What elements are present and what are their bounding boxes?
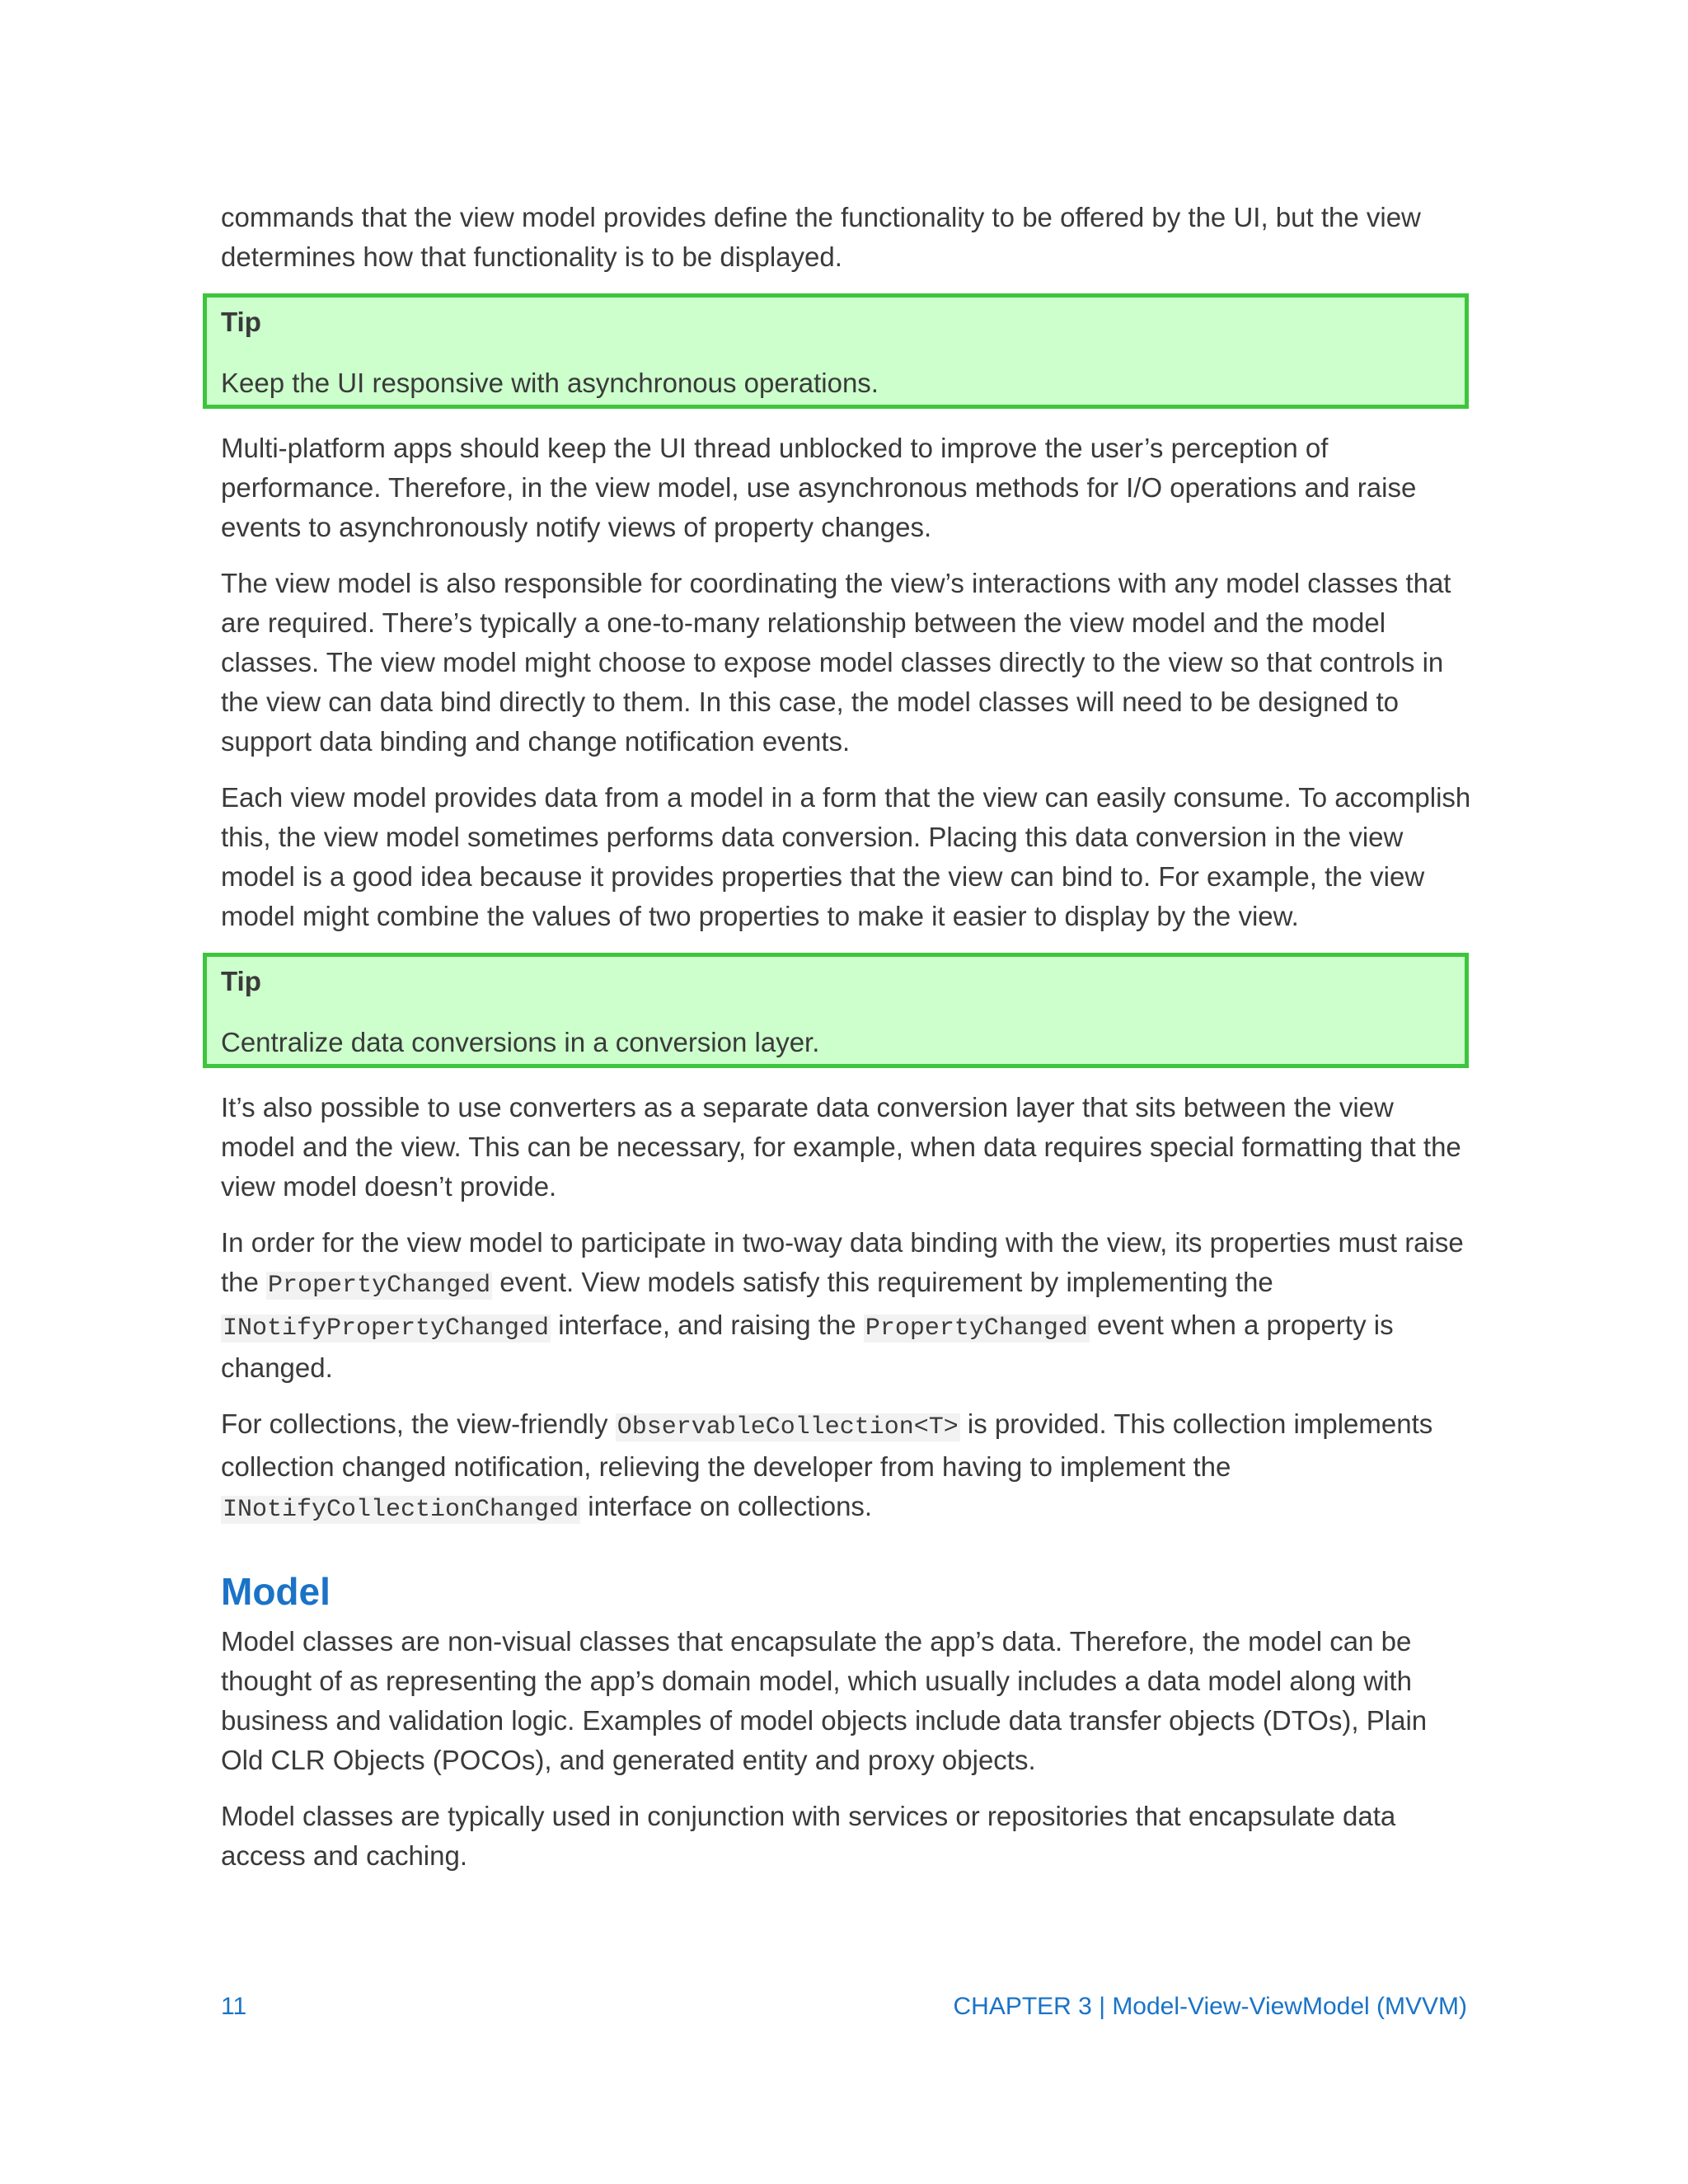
text-run: event. View models satisfy this requirement by implementing the [492,1267,1273,1297]
text-run: interface on collections. [580,1491,873,1521]
page-number: 11 [221,1993,247,2020]
text-run: is provided. This collection implements collection changed notification, relieving the developer from having to implement the [221,1408,1433,1482]
tip-box-conversion [203,953,1469,1068]
inline-code: PropertyChanged [865,1315,1088,1343]
tip-text: Centralize data conversions in a conversion layer. [221,1027,820,1057]
tip-text: Keep the UI responsive with asynchronous operations. [221,368,879,398]
page-content [221,198,1474,1892]
intro-paragraph: commands that the view model provides define the functionality to be offered by the UI, but the view determines how that functionality is to be displayed. [221,202,1421,272]
section-heading-model: Model [221,1570,331,1613]
tip-box-async [203,293,1469,409]
text-run: For collections, the view-friendly [221,1408,616,1439]
body-paragraph: Model classes are non-visual classes that encapsulate the app’s data. Therefore, the model can be thought of as representing the app’s domain model, which usually includes a data model along with business and validation logic. Examples of model objects include data transfer objects (DTOs), Plain Old CLR Objects (POCOs), and generated entity and proxy objects. [221,1626,1428,1775]
body-paragraph: The view model is also responsible for coordinating the view’s interactions with any model classes that are required. There’s typically a one-to-many relationship between the view model and the model classes. The view model might choose to expose model classes directly to the view so that controls in the view can data bind directly to them. In this case, the model classes will need to be designed to support data binding and change notification events. [221,568,1451,757]
inline-code: PropertyChanged [268,1272,491,1300]
body-paragraph: It’s also possible to use converters as a separate data conversion layer that sits between the view model and the view. This can be necessary, for example, when data requires special formatting that the view model doesn’t provide. [221,1092,1461,1202]
inline-code: ObservableCollection<T> [617,1413,959,1441]
inline-code: INotifyCollectionChanged [223,1496,579,1524]
body-paragraph: Each view model provides data from a model in a form that the view can easily consume. To accomplish this, the view model sometimes performs data conversion. Placing this data conversion in the view model is a good idea because it provides properties that the view can bind to. For example, the view model might combine the values of two properties to make it easier to display by the view. [221,782,1471,931]
chapter-footer: CHAPTER 3 | Model-View-ViewModel (MVVM) [953,1993,1467,2020]
tip-label: Tip [221,966,261,996]
binding-paragraph [221,1223,1474,1388]
tip-label: Tip [221,307,261,337]
text-run: event when a property is changed. [221,1310,1394,1383]
body-paragraph: Multi-platform apps should keep the UI thread unblocked to improve the user’s perception of performance. Therefore, in the view model, use asynchronous methods for I/O operations and raise events to asynchronously notify views of property changes. [221,433,1417,542]
text-run: In order for the view model to participate in two-way data binding with the view, its properties must raise the [221,1227,1464,1297]
text-run: interface, and raising the [551,1310,864,1340]
body-paragraph: Model classes are typically used in conjunction with services or repositories that encapsulate data access and caching. [221,1801,1396,1871]
collections-paragraph [221,1404,1474,1530]
inline-code: INotifyPropertyChanged [223,1315,550,1343]
